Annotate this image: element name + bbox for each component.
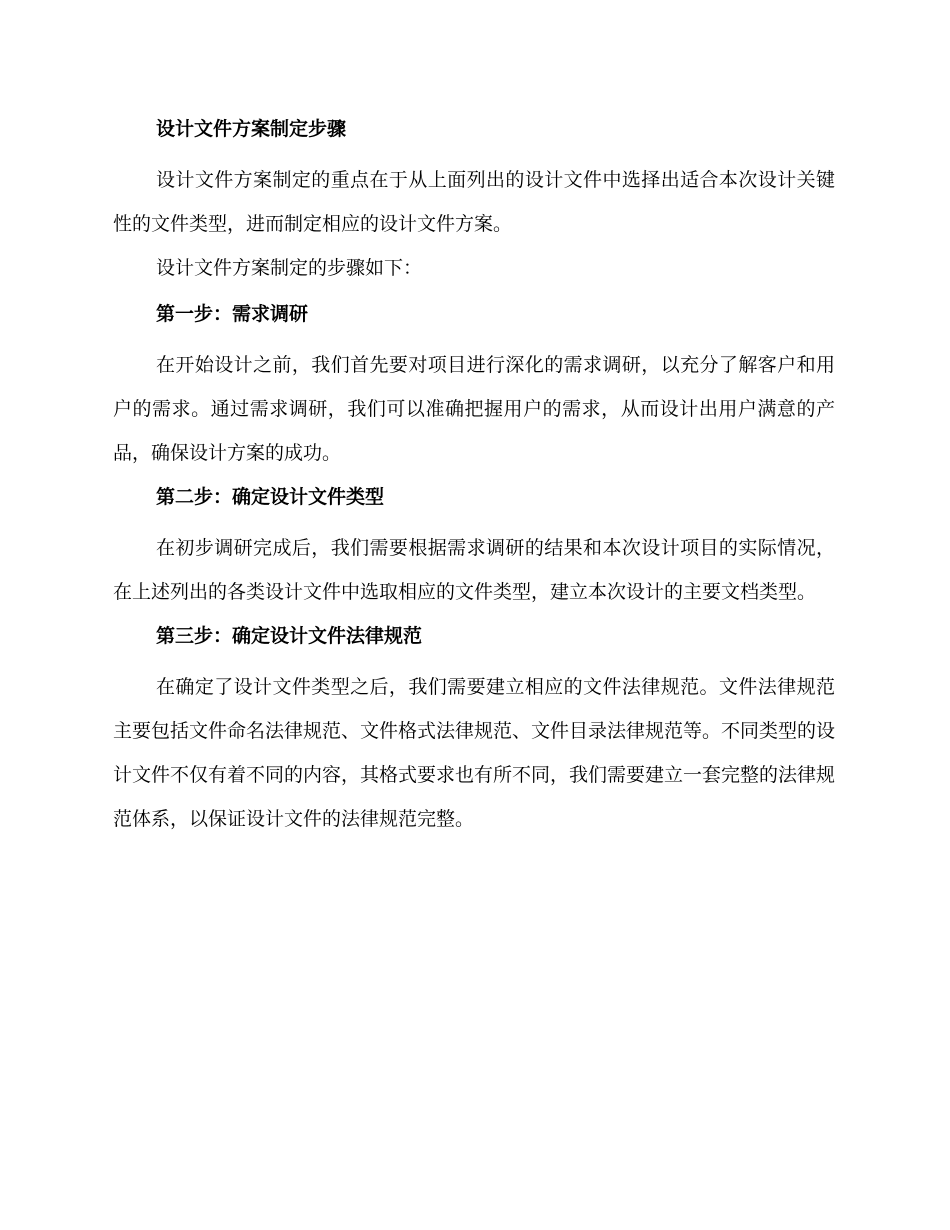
step-3-heading: 第三步：确定设计文件法律规范: [156, 625, 423, 647]
steps-intro: 设计文件方案制定的步骤如下：: [156, 257, 423, 279]
step-1-heading: 第一步：需求调研: [156, 303, 309, 325]
step-1-body: 在开始设计之前，我们首先要对项目进行深化的需求调研，以充分了解客户和用户的需求。通过需求调研，我们可以准确把握用户的需求，从而设计出用户满意的产品，确保设计方案的成功。: [113, 354, 835, 464]
step-2-body: 在初步调研完成后，我们需要根据需求调研的结果和本次设计项目的实际情况，在上述列出的各类设计文件中选取相应的文件类型，建立本次设计的主要文档类型。: [113, 537, 835, 603]
document-page: [113, 112, 835, 846]
step-3-body: 在确定了设计文件类型之后，我们需要建立相应的文件法律规范。文件法律规范主要包括文件命名法律规范、文件格式法律规范、文件目录法律规范等。不同类型的设计文件不仅有着不同的内容，其格式要求也有所不同，我们需要建立一套完整的法律规范体系，以保证设计文件的法律规范完整。: [113, 676, 836, 830]
document-title: 设计文件方案制定步骤: [156, 118, 347, 140]
step-2-heading: 第二步：确定设计文件类型: [156, 486, 385, 508]
intro-paragraph: 设计文件方案制定的重点在于从上面列出的设计文件中选择出适合本次设计关键性的文件类型，进而制定相应的设计文件方案。: [113, 169, 835, 235]
